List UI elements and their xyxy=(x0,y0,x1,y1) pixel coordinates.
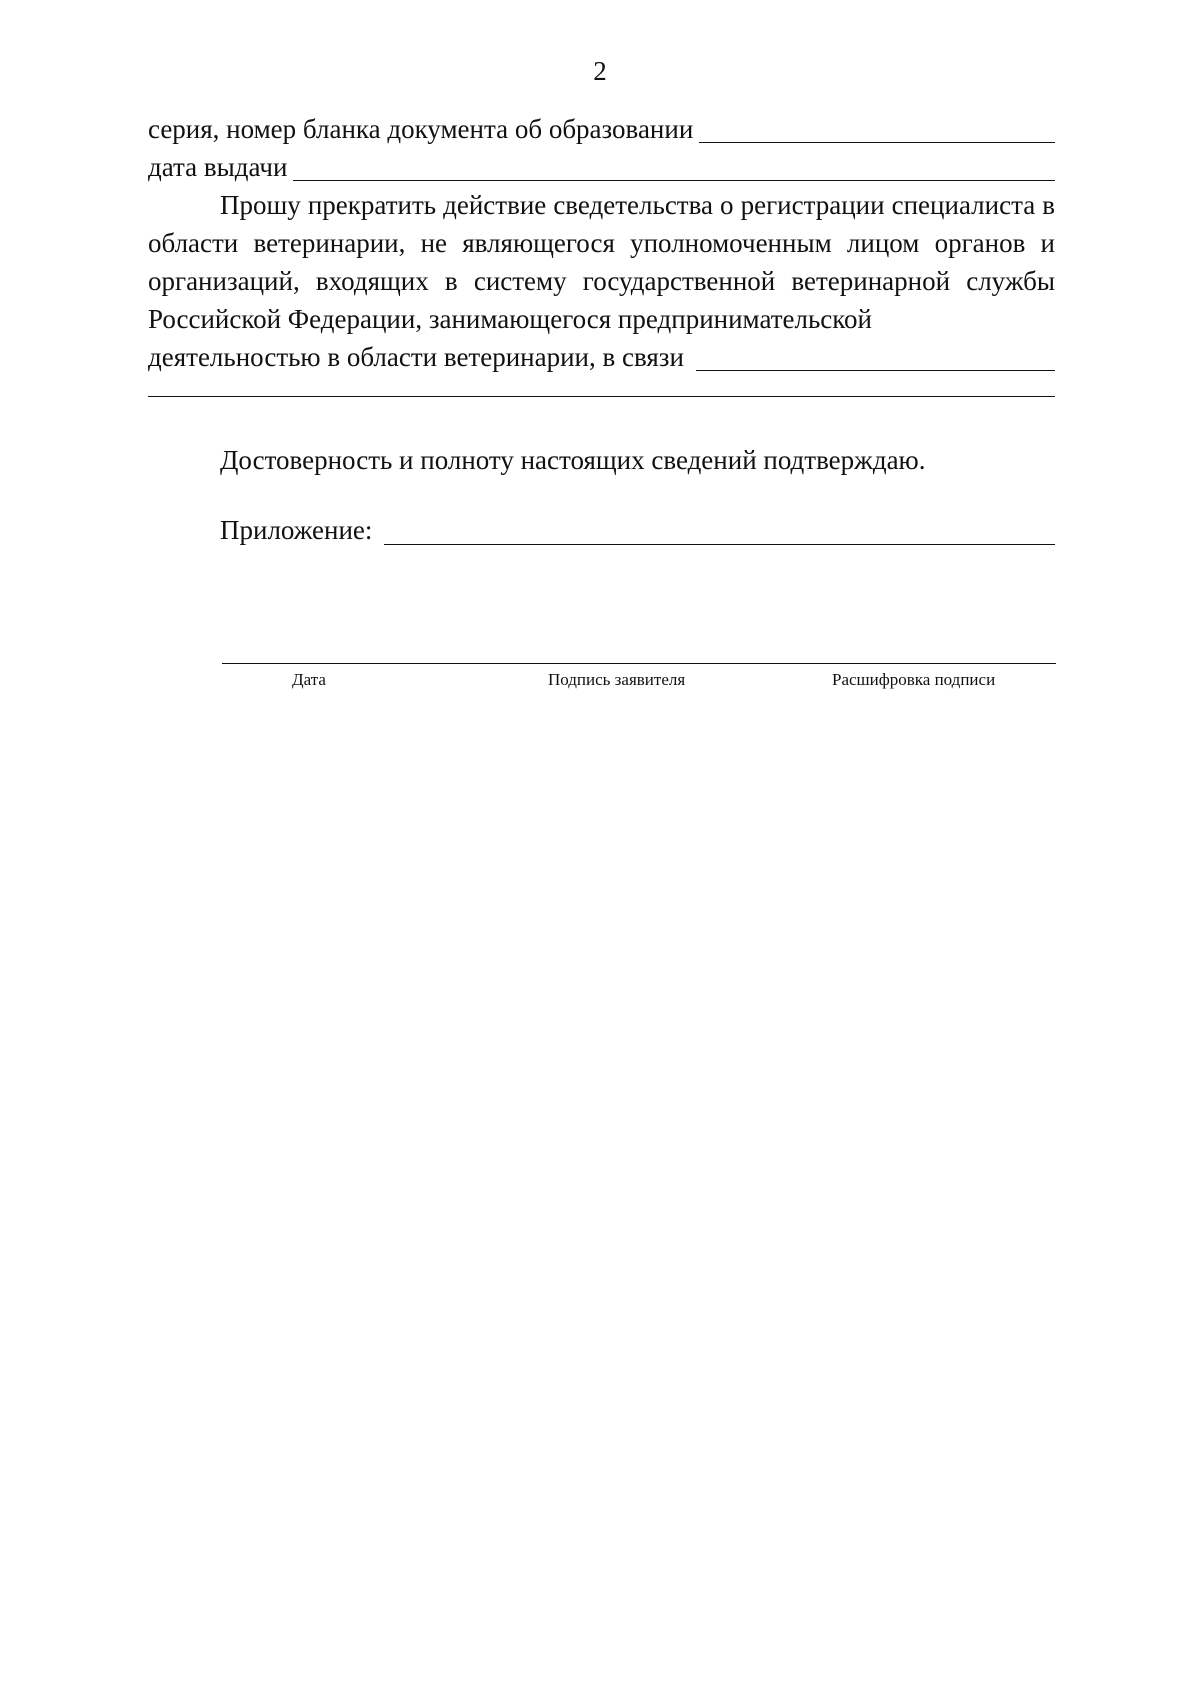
issue-date-label: дата выдачи xyxy=(148,152,288,182)
signature-caption: Подпись заявителя xyxy=(548,670,686,689)
page-number: 2 xyxy=(593,56,607,86)
signature-decode-caption: Расшифровка подписи xyxy=(832,670,996,689)
attachment-label: Приложение: xyxy=(220,515,373,545)
attachment-field xyxy=(148,511,1055,549)
issue-date-blank[interactable] xyxy=(293,150,1055,181)
issue-date-field xyxy=(148,148,1055,186)
request-reason-field xyxy=(148,338,1055,376)
document-series-blank[interactable] xyxy=(699,112,1055,143)
date-caption: Дата xyxy=(292,670,326,689)
request-reason-continuation-blank[interactable] xyxy=(148,396,1055,397)
request-reason-label: деятельностью в области ветеринарии, в связи xyxy=(148,342,684,372)
signature-line[interactable] xyxy=(222,663,1056,664)
signature-block xyxy=(222,663,1056,694)
document-series-label: серия, номер бланка документа об образовании xyxy=(148,114,694,144)
request-reason-blank[interactable] xyxy=(696,340,1055,371)
signature-captions xyxy=(222,670,1056,694)
request-paragraph: Прошу прекратить действие сведетельства о регистрации специалиста в области ветеринарии, не являющегося уполномоченным лицом органов и организаций, входящих в систему государственной ветеринарной службы Российской Федерации, занимающегося предпринимательской xyxy=(148,190,1055,334)
attachment-blank[interactable] xyxy=(384,514,1055,545)
confirmation-text: Достоверность и полноту настоящих сведений подтверждаю. xyxy=(220,445,926,475)
document-series-field xyxy=(148,110,1055,148)
form-content xyxy=(148,110,1055,549)
